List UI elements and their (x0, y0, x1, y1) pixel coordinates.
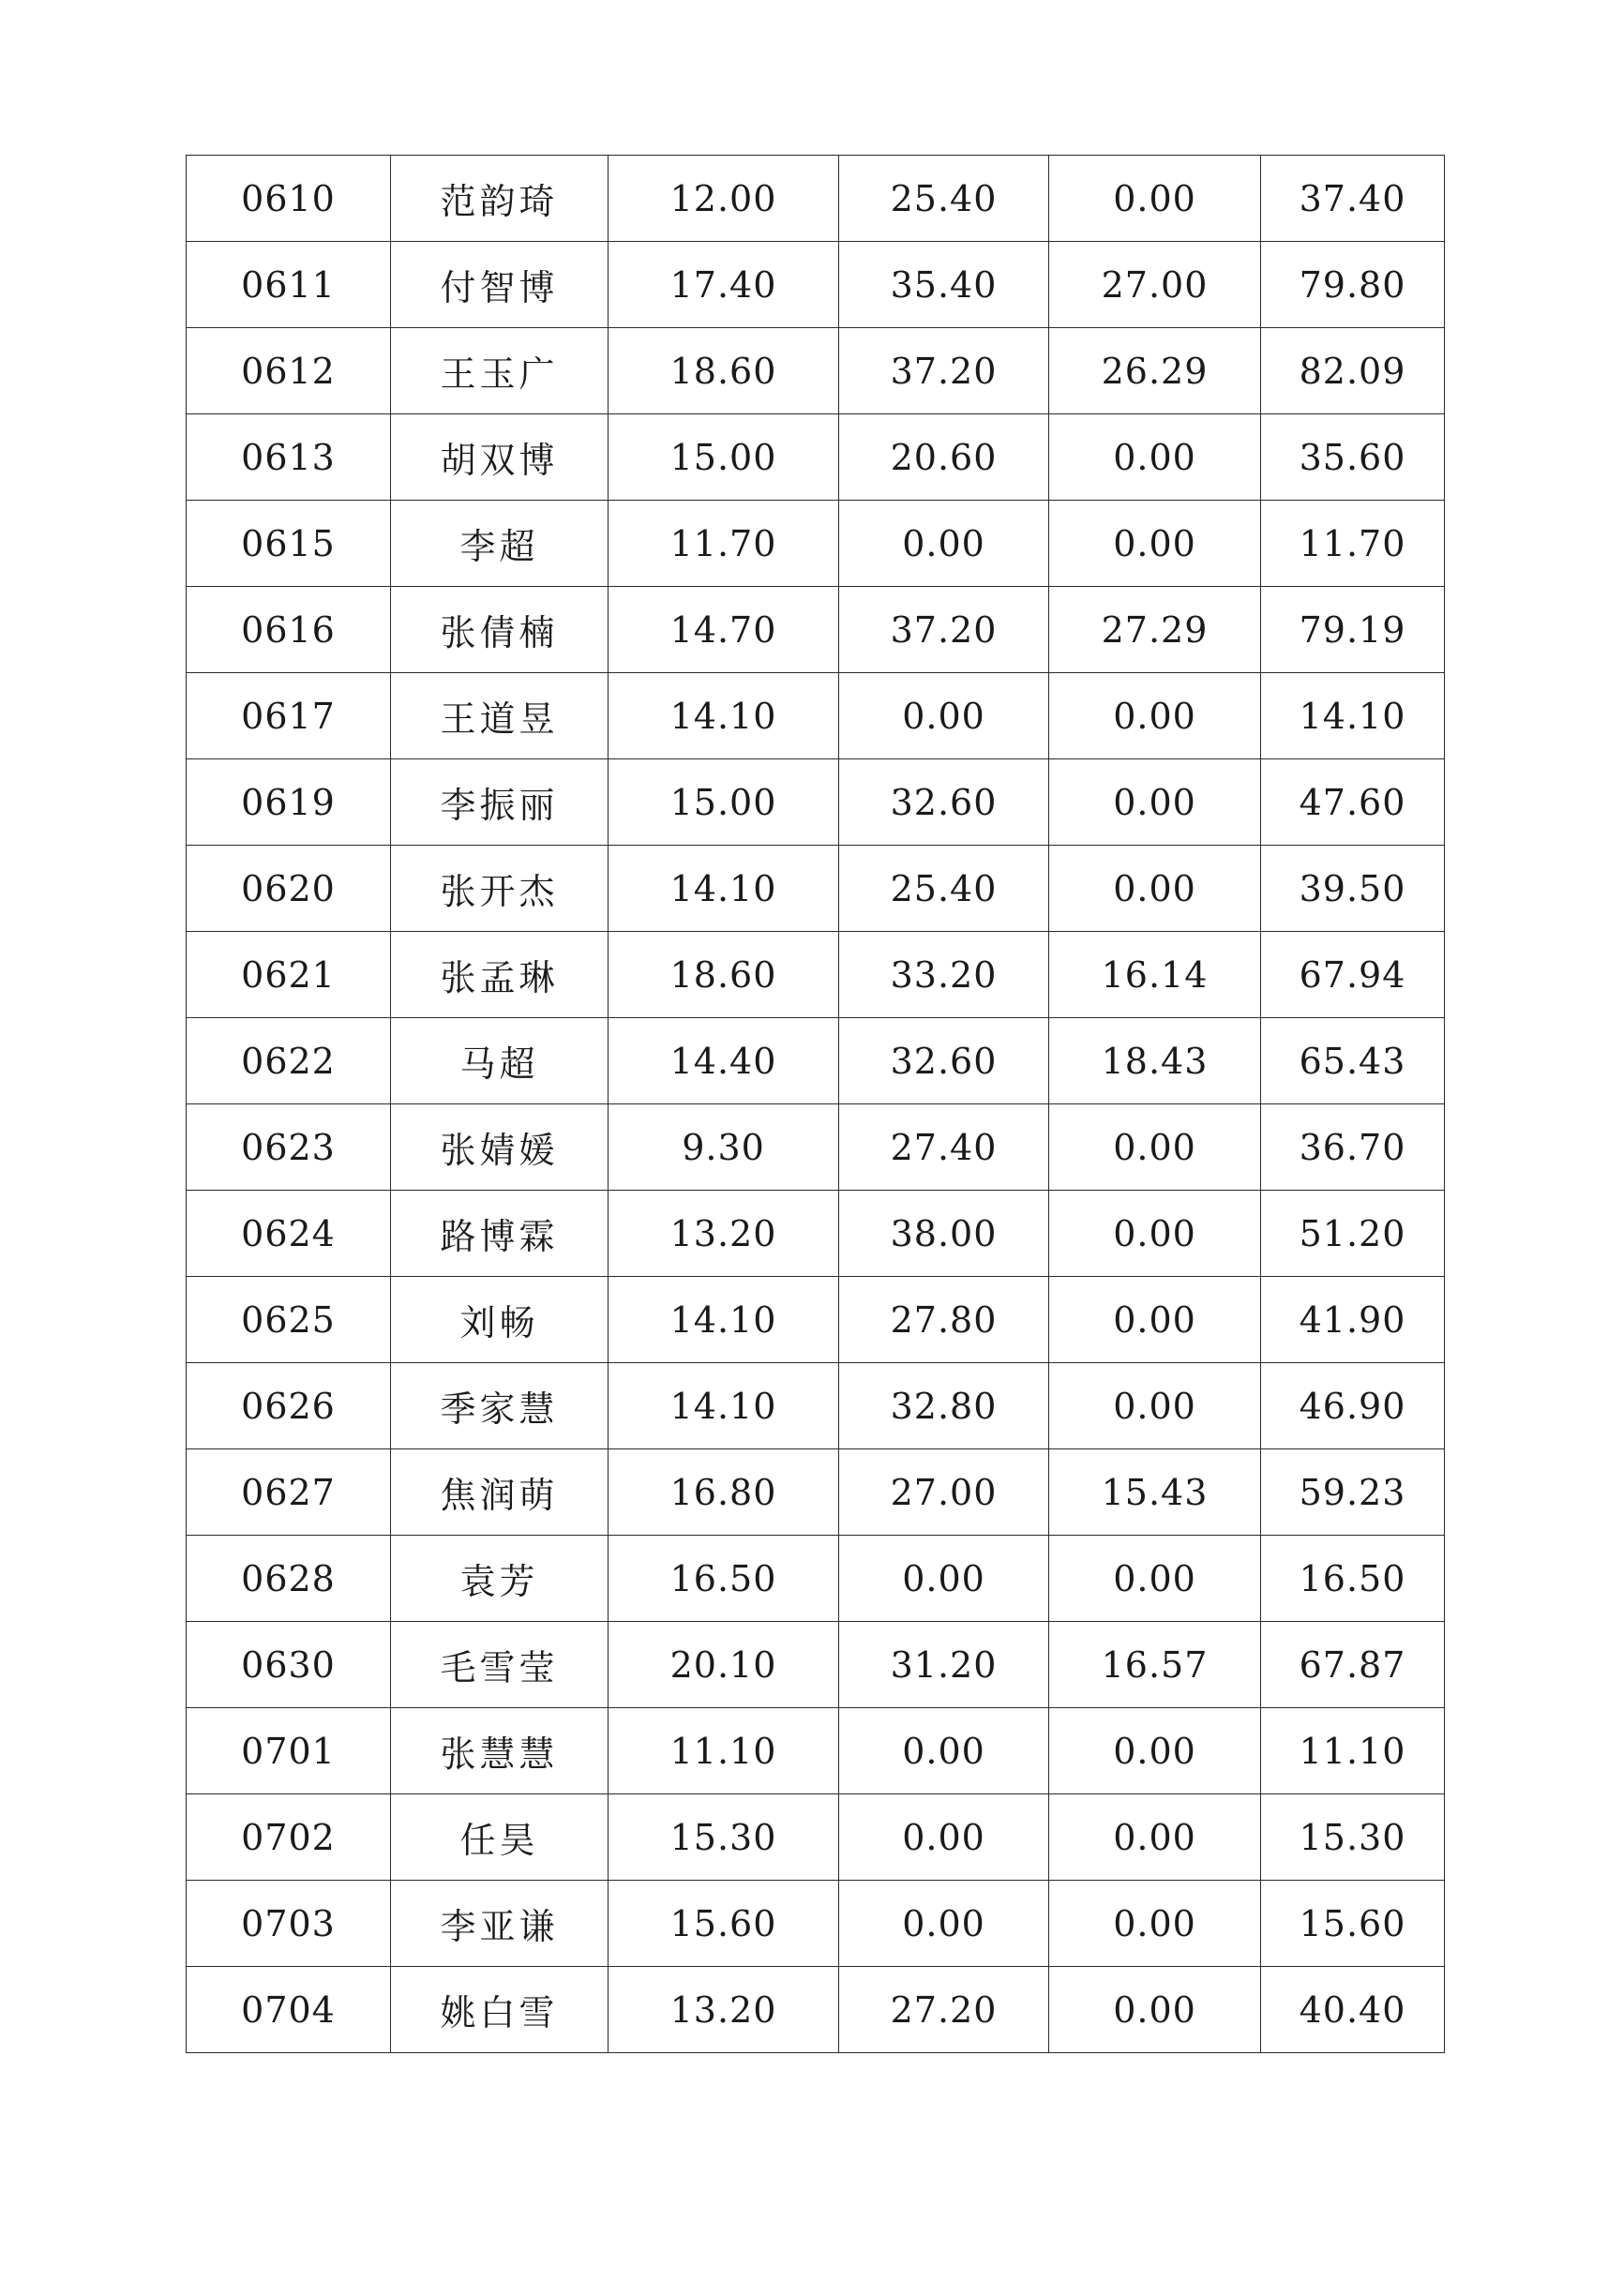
score-2-cell: 31.20 (839, 1622, 1049, 1708)
candidate-id-cell: 0613 (187, 414, 391, 501)
score-table-body (187, 156, 1445, 2053)
score-3-cell: 0.00 (1049, 1967, 1261, 2053)
score-2-cell: 38.00 (839, 1191, 1049, 1277)
score-3-cell: 16.14 (1049, 932, 1261, 1018)
table-row (187, 1191, 1445, 1277)
score-2-cell: 32.80 (839, 1363, 1049, 1449)
total-score-cell: 14.10 (1261, 673, 1445, 759)
score-1-cell: 15.60 (609, 1881, 839, 1967)
score-2-cell: 25.40 (839, 846, 1049, 932)
score-1-cell: 15.30 (609, 1794, 839, 1881)
table-row (187, 1277, 1445, 1363)
score-1-cell: 17.40 (609, 242, 839, 328)
candidate-name-cell: 张孟琳 (391, 932, 609, 1018)
candidate-name-cell: 王玉广 (391, 328, 609, 414)
total-score-cell: 15.60 (1261, 1881, 1445, 1967)
total-score-cell: 41.90 (1261, 1277, 1445, 1363)
candidate-id-cell: 0628 (187, 1536, 391, 1622)
candidate-id-cell: 0624 (187, 1191, 391, 1277)
total-score-cell: 40.40 (1261, 1967, 1445, 2053)
candidate-id-cell: 0623 (187, 1104, 391, 1191)
candidate-name-cell: 范韵琦 (391, 156, 609, 242)
total-score-cell: 79.19 (1261, 587, 1445, 673)
total-score-cell: 37.40 (1261, 156, 1445, 242)
candidate-name-cell: 马超 (391, 1018, 609, 1104)
score-3-cell: 15.43 (1049, 1449, 1261, 1536)
score-1-cell: 14.10 (609, 1277, 839, 1363)
score-1-cell: 16.80 (609, 1449, 839, 1536)
candidate-id-cell: 0616 (187, 587, 391, 673)
score-3-cell: 18.43 (1049, 1018, 1261, 1104)
table-row (187, 759, 1445, 846)
candidate-id-cell: 0703 (187, 1881, 391, 1967)
total-score-cell: 46.90 (1261, 1363, 1445, 1449)
score-2-cell: 35.40 (839, 242, 1049, 328)
candidate-name-cell: 王道昱 (391, 673, 609, 759)
table-row (187, 932, 1445, 1018)
score-3-cell: 16.57 (1049, 1622, 1261, 1708)
candidate-name-cell: 李亚谦 (391, 1881, 609, 1967)
candidate-name-cell: 张倩楠 (391, 587, 609, 673)
total-score-cell: 39.50 (1261, 846, 1445, 932)
candidate-id-cell: 0702 (187, 1794, 391, 1881)
candidate-name-cell: 刘畅 (391, 1277, 609, 1363)
score-1-cell: 20.10 (609, 1622, 839, 1708)
table-row (187, 673, 1445, 759)
score-1-cell: 11.10 (609, 1708, 839, 1794)
table-row (187, 1104, 1445, 1191)
candidate-id-cell: 0620 (187, 846, 391, 932)
score-2-cell: 0.00 (839, 1708, 1049, 1794)
total-score-cell: 65.43 (1261, 1018, 1445, 1104)
score-1-cell: 12.00 (609, 156, 839, 242)
score-2-cell: 32.60 (839, 759, 1049, 846)
score-2-cell: 37.20 (839, 328, 1049, 414)
table-row (187, 1363, 1445, 1449)
score-1-cell: 16.50 (609, 1536, 839, 1622)
score-3-cell: 0.00 (1049, 1363, 1261, 1449)
total-score-cell: 51.20 (1261, 1191, 1445, 1277)
candidate-name-cell: 焦润萌 (391, 1449, 609, 1536)
score-1-cell: 14.70 (609, 587, 839, 673)
candidate-name-cell: 胡双博 (391, 414, 609, 501)
total-score-cell: 59.23 (1261, 1449, 1445, 1536)
candidate-id-cell: 0630 (187, 1622, 391, 1708)
score-2-cell: 0.00 (839, 501, 1049, 587)
score-2-cell: 27.80 (839, 1277, 1049, 1363)
total-score-cell: 67.94 (1261, 932, 1445, 1018)
score-2-cell: 33.20 (839, 932, 1049, 1018)
score-3-cell: 0.00 (1049, 673, 1261, 759)
score-table (186, 155, 1445, 2053)
table-row (187, 1449, 1445, 1536)
candidate-name-cell: 张婧媛 (391, 1104, 609, 1191)
score-3-cell: 0.00 (1049, 156, 1261, 242)
score-3-cell: 0.00 (1049, 846, 1261, 932)
score-2-cell: 0.00 (839, 673, 1049, 759)
score-3-cell: 0.00 (1049, 501, 1261, 587)
score-2-cell: 37.20 (839, 587, 1049, 673)
score-2-cell: 0.00 (839, 1536, 1049, 1622)
score-1-cell: 15.00 (609, 414, 839, 501)
candidate-name-cell: 任昊 (391, 1794, 609, 1881)
table-row (187, 1536, 1445, 1622)
table-row (187, 156, 1445, 242)
score-3-cell: 0.00 (1049, 759, 1261, 846)
candidate-name-cell: 李振丽 (391, 759, 609, 846)
candidate-name-cell: 袁芳 (391, 1536, 609, 1622)
total-score-cell: 11.70 (1261, 501, 1445, 587)
table-row (187, 328, 1445, 414)
score-2-cell: 27.20 (839, 1967, 1049, 2053)
candidate-id-cell: 0611 (187, 242, 391, 328)
score-1-cell: 14.10 (609, 1363, 839, 1449)
candidate-id-cell: 0622 (187, 1018, 391, 1104)
total-score-cell: 15.30 (1261, 1794, 1445, 1881)
score-1-cell: 13.20 (609, 1967, 839, 2053)
score-1-cell: 13.20 (609, 1191, 839, 1277)
score-1-cell: 14.10 (609, 846, 839, 932)
score-3-cell: 0.00 (1049, 1104, 1261, 1191)
table-row (187, 414, 1445, 501)
table-row (187, 242, 1445, 328)
score-2-cell: 27.40 (839, 1104, 1049, 1191)
score-3-cell: 0.00 (1049, 1277, 1261, 1363)
score-3-cell: 0.00 (1049, 1794, 1261, 1881)
candidate-id-cell: 0617 (187, 673, 391, 759)
table-row (187, 1794, 1445, 1881)
score-3-cell: 0.00 (1049, 414, 1261, 501)
total-score-cell: 47.60 (1261, 759, 1445, 846)
score-3-cell: 0.00 (1049, 1191, 1261, 1277)
total-score-cell: 67.87 (1261, 1622, 1445, 1708)
candidate-id-cell: 0626 (187, 1363, 391, 1449)
candidate-id-cell: 0625 (187, 1277, 391, 1363)
score-1-cell: 9.30 (609, 1104, 839, 1191)
candidate-id-cell: 0701 (187, 1708, 391, 1794)
total-score-cell: 35.60 (1261, 414, 1445, 501)
score-3-cell: 26.29 (1049, 328, 1261, 414)
table-row (187, 846, 1445, 932)
candidate-name-cell: 季家慧 (391, 1363, 609, 1449)
score-3-cell: 0.00 (1049, 1881, 1261, 1967)
table-row (187, 501, 1445, 587)
candidate-name-cell: 张开杰 (391, 846, 609, 932)
candidate-name-cell: 张慧慧 (391, 1708, 609, 1794)
score-2-cell: 0.00 (839, 1881, 1049, 1967)
candidate-id-cell: 0610 (187, 156, 391, 242)
score-3-cell: 27.00 (1049, 242, 1261, 328)
score-3-cell: 0.00 (1049, 1708, 1261, 1794)
candidate-name-cell: 路博霖 (391, 1191, 609, 1277)
total-score-cell: 82.09 (1261, 328, 1445, 414)
table-row (187, 1708, 1445, 1794)
total-score-cell: 11.10 (1261, 1708, 1445, 1794)
candidate-id-cell: 0704 (187, 1967, 391, 2053)
score-3-cell: 0.00 (1049, 1536, 1261, 1622)
score-2-cell: 32.60 (839, 1018, 1049, 1104)
candidate-name-cell: 姚白雪 (391, 1967, 609, 2053)
score-2-cell: 20.60 (839, 414, 1049, 501)
table-row (187, 1967, 1445, 2053)
score-2-cell: 25.40 (839, 156, 1049, 242)
table-row (187, 1622, 1445, 1708)
candidate-name-cell: 毛雪莹 (391, 1622, 609, 1708)
candidate-name-cell: 付智博 (391, 242, 609, 328)
score-1-cell: 11.70 (609, 501, 839, 587)
table-row (187, 1018, 1445, 1104)
candidate-id-cell: 0621 (187, 932, 391, 1018)
score-1-cell: 14.40 (609, 1018, 839, 1104)
score-1-cell: 14.10 (609, 673, 839, 759)
total-score-cell: 36.70 (1261, 1104, 1445, 1191)
candidate-id-cell: 0612 (187, 328, 391, 414)
score-3-cell: 27.29 (1049, 587, 1261, 673)
table-row (187, 1881, 1445, 1967)
score-2-cell: 0.00 (839, 1794, 1049, 1881)
candidate-id-cell: 0619 (187, 759, 391, 846)
table-row (187, 587, 1445, 673)
score-1-cell: 18.60 (609, 328, 839, 414)
candidate-id-cell: 0627 (187, 1449, 391, 1536)
candidate-id-cell: 0615 (187, 501, 391, 587)
candidate-name-cell: 李超 (391, 501, 609, 587)
total-score-cell: 79.80 (1261, 242, 1445, 328)
total-score-cell: 16.50 (1261, 1536, 1445, 1622)
score-2-cell: 27.00 (839, 1449, 1049, 1536)
score-1-cell: 18.60 (609, 932, 839, 1018)
score-1-cell: 15.00 (609, 759, 839, 846)
